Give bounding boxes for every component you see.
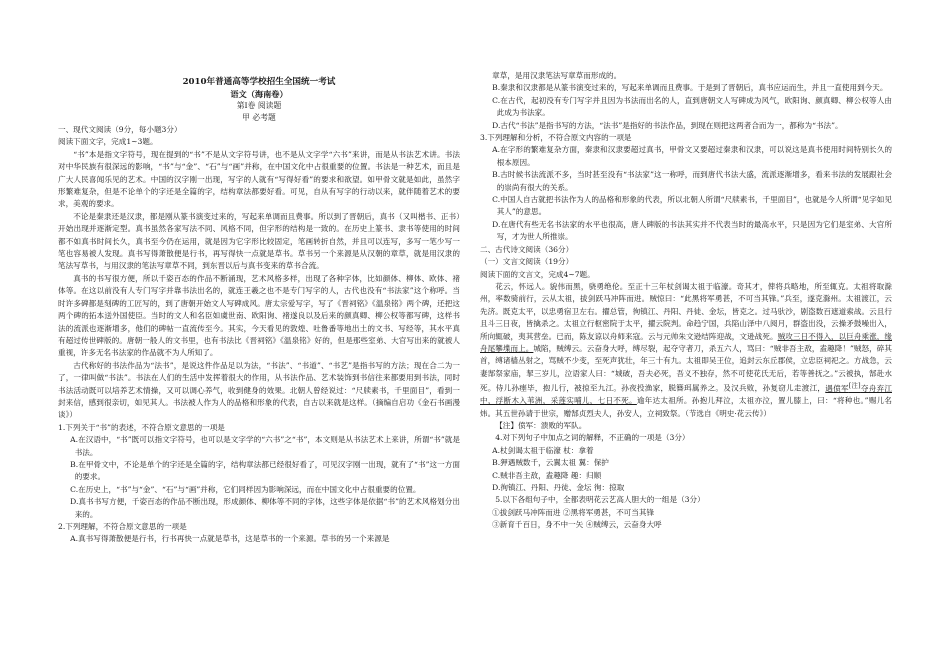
classical-passage-part-1: 花云，怀远人。貌伟而黑，骁勇绝伦。至正十三年杖剑谒太祖于临濠。奇其才，俾将兵略地，所至辄克。太祖将取滁州，率数骑前行，云从太祖，拔剑跃马冲阵而进。贼惊曰：“此黑将军勇甚，不可当其锋。”兵至，遂克滁州。太祖渡江，云先济。既克太平，以忠勇宿卫左右。擢总管，徇镇江、丹阳、丹徒、金坛，皆克之。过马驮沙，剧盗数百遮道索战。云且行且斗三日夜，皆擒杀之。太祖立行枢密院于太平，擢云院判。命趋宁国，兵陷山泽中八阅月，群盗出没，云操矛鼓噪出入，所向辄破，夷其营垒。已而，陈友谅以舟师来寇。云与元帅朱文逊结阵迎战，文逊战死。 xyxy=(480,281,892,341)
question-3-option-c: C.中国人自古就把书法作为人的品格和形象的代表，所以北朝人所谓“尺牍素书，千里面目”，也就是今人所谓“见字如见其人”的意思。 xyxy=(492,195,892,217)
title-block xyxy=(58,76,460,124)
annotation-note: 【注】偾军：溃败的军队。 xyxy=(495,420,587,430)
question-2: 2.下列理解，不符合原文意思的一项是 xyxy=(58,522,187,531)
question-3-option-d: D.在唐代有些无名书法家的水平也很高，唐人碑版的书法其实并不代表当时的最高水平，只是因为它们是室弟、大官所写，才为世人所推崇。 xyxy=(492,219,892,242)
passage-paragraph-3: 真书的书写很方便，所以千姿百态的作品不断涌现，艺术风格多样，出现了各种字体，比如颜体、柳体、欧体、褚体等。在这以前没有人专门写字并靠书法出名的，就连王羲之也不是专门写字的人，古代也没有“书法家”这个称呼。当时许多碑都是刻碑的工匠写的，到了唐朝开始文人写碑成风。唐太宗爱写字，写了《晋祠铭》《温泉铭》两个碑，还把这两个碑的拓本送外国使臣。当时的文人和名臣如虞世南、欧阳询、褚遂良以及后来的颜真卿、柳公权等都写碑，这样书法的流派也逐渐增多，他们的碑帖一直流传至今。其实，今天看见的敦煌、吐鲁番等地出土的文书、写经等，其水平真有超过传世碑版的。唐朝一般人的文书里，也有书法比《晋祠铭》《温泉铭》好的，但是那些室弟、大官写出来的就被人重视，许多无名书法家的作品就不为人所知了。 xyxy=(58,273,460,358)
exam-subtitle: 语文（海南卷） xyxy=(230,89,288,99)
reading-instruction: 阅读下面文字，完成1~3题。 xyxy=(58,137,158,147)
question-3-option-a: A.在字形的繁难复杂方面，秦隶和汉隶要超过真书，甲骨文又要超过秦隶和汉隶，可以说这是真书使用时间特别长久的根本原因。 xyxy=(492,145,892,167)
question-1-option-a: A.在汉语中，“书”既可以指文字符号，也可以是文字学的“六书”之“书”，本文则是从书法艺术上来讲，所谓“书”就是书法。 xyxy=(70,435,460,457)
part-title: 第Ⅰ卷 阅读题 xyxy=(236,101,282,110)
question-4-option-c: C.贼非吾主敌，盍趣降 趣：归顺 xyxy=(492,470,602,480)
question-1-option-d: D.真书书写方便，千姿百态的作品不断出现，形成颜体、柳体等不同的字体，这些字体是依据“书”的艺术风格划分出来的。 xyxy=(70,497,460,519)
question-4-option-a: A.杖剑谒太祖于临濠 杖：拿着 xyxy=(492,445,594,455)
question-5-items-2: ③新育千百日，身不中一矢 ④贼缚云，云奋身大呼 xyxy=(492,520,662,530)
question-5-items-1: ①拔剑跃马冲阵而进 ②黑将军勇甚，不可当其锋 xyxy=(492,507,655,517)
underlined-sentence-1: 贼攻三日不得入，以巨舟乘涨，缘舟尾攀堞而上。 xyxy=(480,331,892,353)
left-column xyxy=(58,70,460,546)
question-2-option-c: C.在古代，起初没有专门写字并且因为书法而出名的人，直到唐朝文人写碑成为风气，欧阳询、颜真卿、柳公权等人由此成为书法家。 xyxy=(492,95,892,118)
section-heading-modern: 一、现代文阅读（9分，每小题3分） xyxy=(58,125,182,134)
question-4-option-b: B.狎遇贼数千，云翼太祖 翼：保护 xyxy=(492,458,609,468)
section-title: 甲 必考题 xyxy=(242,113,276,122)
question-3: 3.下列理解和分析，不符合原文内容的一项是 xyxy=(480,133,632,143)
question-2-option-a-cont: 章草，是用汉隶笔法写章草而形成的。 xyxy=(492,71,622,80)
underlined-sentence-2: 遇偾军[注]夺舟弃江中，浮断木入苇洲，采莲实哺儿，七日不死。 xyxy=(480,382,892,406)
passage-paragraph-4: 古代称好的书法作品为“法书”，是说这件作品足以为法，“书法”、“书道”、“书艺”是指书写的方法；现在合二为一了，一律叫做“书法”。书法在人们的生活中发挥着很大的作用，从书法作品、艺术装饰到书信往来都要用到书法，同时书法活动既可以培养艺术情操，又可以调心养气，收到健身的效果。北朝人曾经说过：“尺牍素书，千里面目”，看到一封来信，感到很亲切，如见其人。书法被人作为人的品格和形象的代表，自古以来就是这样。（摘编自启功《金石书画漫谈》） xyxy=(58,360,460,420)
question-4: 4.对下列句子中加点之词的解释，不正确的一项是（3分） xyxy=(495,433,690,443)
question-5: 5.以下各组句子中，全都表明花云艺高人胆大的一组是（3分） xyxy=(495,495,705,505)
classical-passage-part-2: 城陷，贼缚云。云奋身大呼，缚尽裂，起夺守者刀，杀五六人，骂曰：“贼非吾主敌，盍趣降！”贼怒，碎其首，缚诸樯丛射之，骂贼不少变，至死声犹壮，年三十有九。太祖即吴王位，追封云东丘郡侯，立忠臣祠祀之。方战急，云妻郜祭家庙，挈三岁儿，泣语家人曰：“城破，吾夫必死，吾义不独存，然不可使花氏无后，若等善抚之。”云被执，郜赴水死。侍儿孙瘗毕，抱儿行，被掠至九江。孙夜投渔家，脱簪珥属养之。及汉兵败，孙复窃儿走渡江， xyxy=(480,343,892,393)
passage-paragraph-1: “书”本是指文字符号，现在提到的“书”不是从文字符号讲，也不是从文字学“六书”来讲，而是从书法艺术讲。书法对中华民族有很深远的影响，“书”与“金”、“石”与“画”并称，在中国文化中占很重要的位置。书法是一种艺术，而且是广大人民喜闻乐见的艺术。中国的汉字刚一出现，写字的人就有“写得好看”的要求和欲望。如甲骨文就是如此，虽然字形繁难复杂，但是不论单个的字还是全篇的字，结构章法都要好看。可见，自从有写字的行动以来，就伴随着艺术的要求，美观的要求。 xyxy=(58,149,460,209)
classical-passage-part-3: 逾年达太祖所。孙抱儿拜泣，太祖亦泣，置儿膝上，曰：“将种也。”赐儿名炜。其五世孙请于世宗，赠郜贞烈夫人，孙安人，立祠致祭。（节选自《明史·花云传》） xyxy=(480,396,892,418)
question-4-option-d: D.徇镇江、丹阳、丹徒、金坛 徇：掠取 xyxy=(492,482,625,492)
question-2-option-d: D.古代“书法”是指书写的方法，“法书”是指好的书法作品，到现在则把这两者合而为一，都称为“书法”。 xyxy=(492,120,843,130)
subsection-heading-prose: （一）文言文阅读（19分） xyxy=(480,257,574,267)
question-2-option-a: A.真书写得萧散便是行书，行书再快一点就是草书，这是草书的一个来源。草书的另一个来源是 xyxy=(70,534,390,544)
question-1-option-b: B.在甲骨文中，不论是单个的字还是全篇的字，结构章法都已经很好看了，可见汉字刚一出现，就有了“书”这一方面的要求。 xyxy=(70,459,460,482)
passage-paragraph-2: 不论是秦隶还是汉隶，都是刚从篆书演变过来的，写起来单调而且费事。所以到了晋朝后，真书（又叫楷书、正书）开始出现并逐渐定型。真书虽然各家写法不同、风格不同，但字形的结构是一致的。在历史上篆书、隶书等使用的时间都不如真书时间长久，真书至今仍在运用，就是因为它字形比较固定，笔画转折自然，并且可以连写，多写一笔少写一笔也容易被人发现。真书写得萧散便是行书，再写得快一点就是草书。草书另一个来源是从汉朝的章草，就是用汉隶的笔法写草书，与用汉隶的笔法写章草不同，到东晋以后与真书变来的草书合流。 xyxy=(58,211,460,271)
question-3-option-b: B.古时候书法流派不多，当时甚至没有“书法家”这一称呼，而到唐代书法大盛，流派逐渐增多，看来书法的发展跟社会的崇尚有很大的关系。 xyxy=(492,170,892,192)
section-heading-classical: 二、古代诗文阅读（36分） xyxy=(480,244,574,254)
exam-title: 2010年普通高等学校招生全国统一考试 xyxy=(182,77,336,87)
question-1-option-c: C.在历史上，“书”与“金”、“石”与“画”并称，它们同样因为影响深远，而在中国文化中占很重要的位置。 xyxy=(70,484,421,494)
classical-instruction: 阅读下面的文言文，完成4~7题。 xyxy=(480,269,595,279)
right-column xyxy=(480,70,892,532)
classical-passage xyxy=(480,281,892,420)
note-mark: [注] xyxy=(848,382,861,390)
question-1: 1.下列关于“书”的表述，不符合原文意思的一项是 xyxy=(58,422,225,432)
question-2-option-b: B.秦隶和汉隶都是从篆书演变过来的，写起来单调而且费事。于是到了晋朝后，真书应运而生，并且一直使用到今天。 xyxy=(492,83,888,93)
